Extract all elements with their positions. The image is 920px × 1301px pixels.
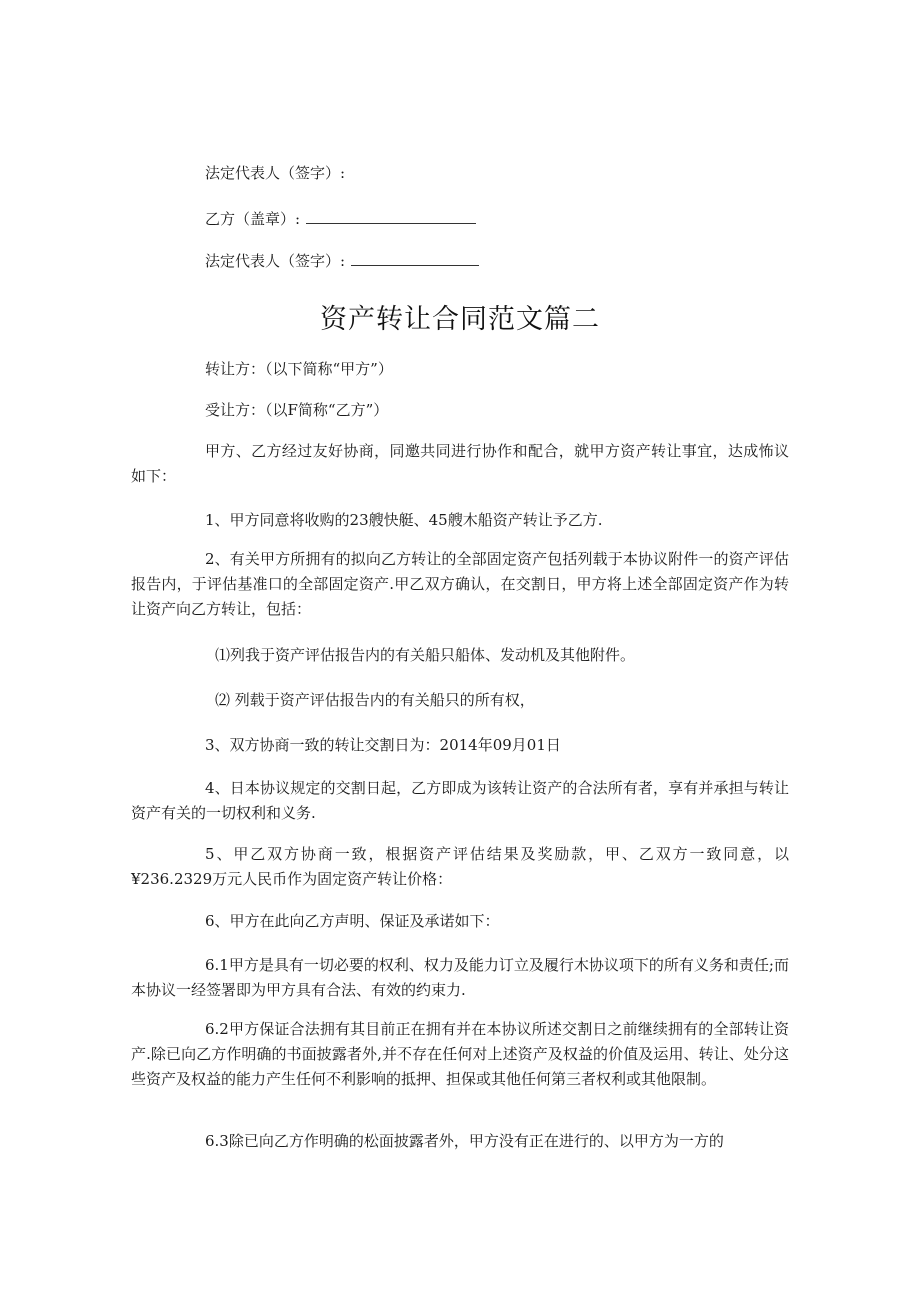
signature-legal-rep-1 [205, 162, 345, 184]
paragraph-clause-6-1: 6.1甲方是具有一切必要的权利、权力及能力订立及履行木协议项下的所有义务和责任;而本协议一经签署即为甲方具有合法、有效的约束力. [131, 956, 789, 999]
signature-label: 法定代表人（签字）: [205, 164, 346, 182]
document-title: 资产转让合同范文篇二 [320, 304, 600, 335]
signature-blank [351, 251, 479, 266]
paragraph-clause-6-3: 6.3除已向乙方作明确的松面披露者外，甲方没有正在进行的、以甲方为一方的 [205, 1132, 724, 1150]
paragraph-clause-3: 3、双方协商一致的转让交割日为：2014年09月01日 [205, 736, 561, 754]
signature-blank [306, 209, 476, 224]
paragraph-clause-2-item-2: ⑵ 列载于资产评估报告内的有关船只的所有权， [215, 691, 535, 709]
signature-label: 乙方（盖章）: [205, 210, 301, 228]
paragraph-clause-2: 2、有关甲方所拥有的拟向乙方转让的全部固定资产包括列载于本协议附件一的资产评估报告内，于评估基准口的全部固定资产.甲乙双方确认，在交割日，甲方将上述全部固定资产作为转让资产向乙方转让，包括： [131, 550, 789, 618]
paragraph-clause-6: 6、甲方在此向乙方声明、保证及承诺如下： [205, 912, 500, 930]
paragraph-preamble: 甲方、乙方经过友好协商，同邀共同进行协作和配合，就甲方资产转让事宜，达成怖议如下： [131, 442, 789, 485]
paragraph-clause-4: 4、日本协议规定的交割日起，乙方即成为该转让资产的合法所有者，享有并承担与转让资产有关的一切权利和义务. [131, 779, 789, 822]
paragraph-clause-5: 5、甲乙双方协商一致，根据资产评估结果及奖励款，甲、乙双方一致同意，以¥236.2329万元人民币作为固定资产转让价格： [131, 845, 789, 888]
party-transferee: 受让方：（以F简称“乙方”） [205, 401, 389, 419]
paragraph-clause-2-item-1: ⑴列我于资产评估报告内的有关船只船体、发动机及其他附件。 [215, 646, 636, 664]
paragraph-clause-6-2: 6.2甲方保证合法拥有其目前正在拥有并在本协议所述交割日之前继续拥有的全部转让资产.除已向乙方作明确的书面披露者外,并不存在任何对上述资产及权益的价值及运用、转让、处分这些资产及权益的能力产生任何不利影响的抵押、担保或其他任何第三者权利或其他限制。 [131, 1020, 789, 1088]
signature-legal-rep-2 [205, 250, 479, 272]
paragraph-clause-1: 1、甲方同意将收购的23艘快艇、45艘木船资产转让予乙方. [205, 511, 603, 529]
signature-party-b-seal [205, 208, 476, 230]
signature-label: 法定代表人（签字）: [205, 252, 346, 270]
party-transferor: 转让方：（以下简称“甲方”） [205, 360, 393, 378]
